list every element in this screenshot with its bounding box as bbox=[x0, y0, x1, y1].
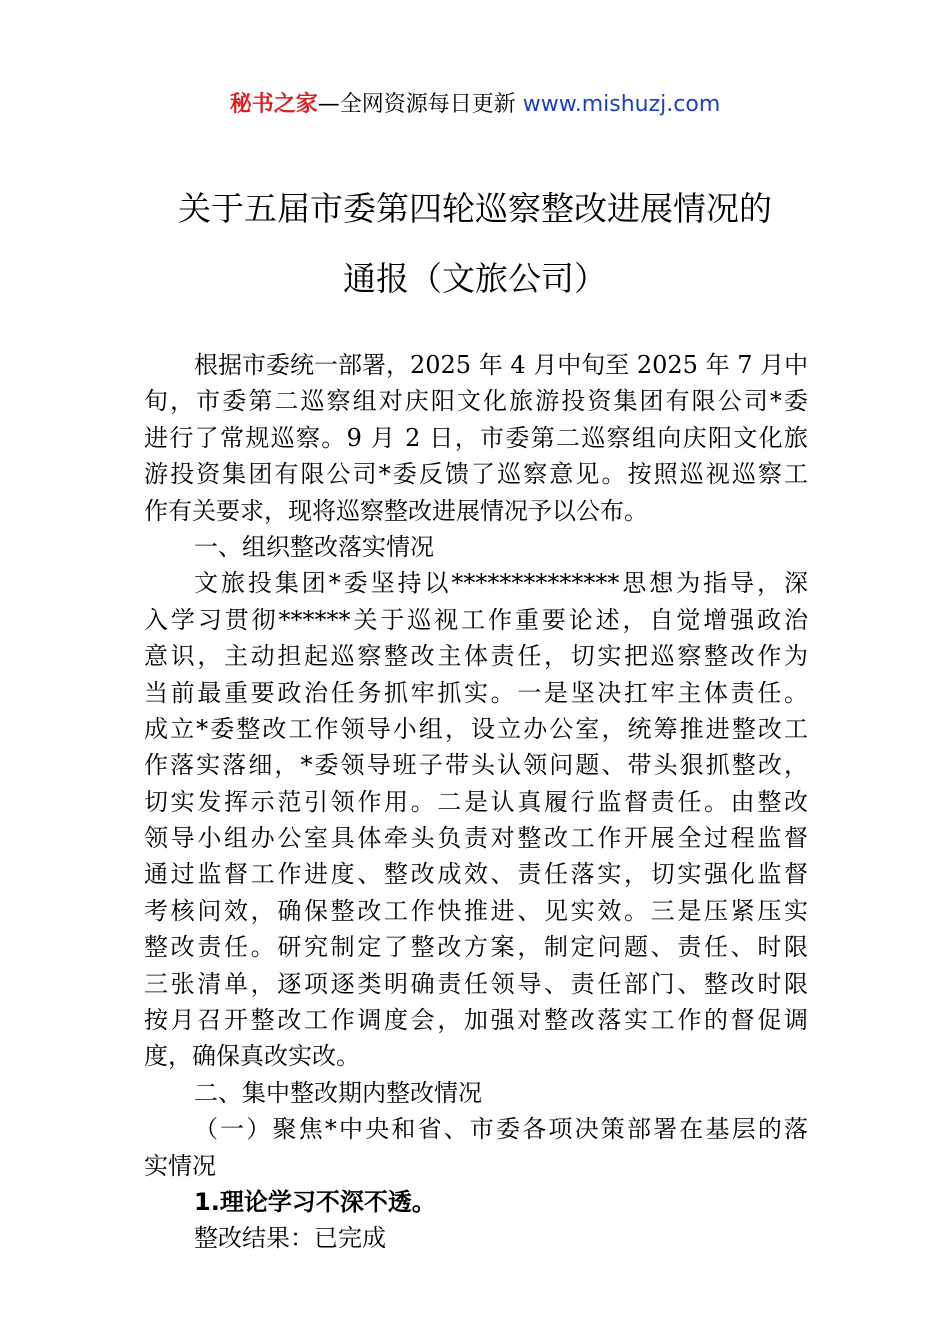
section-1-line: 成立*委整改工作领导小组，设立办公室，统筹推进整改工 bbox=[144, 714, 808, 743]
intro-line: 根据市委统一部署，2025 年 4 月中旬至 2025 年 7 月中 bbox=[194, 351, 809, 379]
section-1-line: 度，确保真改实改。 bbox=[144, 1042, 360, 1071]
document-title-line-2: 通报（文旅公司） bbox=[343, 259, 607, 298]
site-header bbox=[0, 88, 950, 122]
intro-line: 进行了常规巡察。9 月 2 日，市委第二巡察组向庆阳文化旅 bbox=[144, 423, 808, 452]
subsection-1-line: （一）聚焦*中央和省、市委各项决策部署在基层的落 bbox=[194, 1115, 808, 1144]
section-1-line: 文旅投集团*委坚持以**************思想为指导，深 bbox=[194, 569, 808, 598]
site-brand: 秘书之家 bbox=[229, 92, 318, 117]
section-1-line: 按月召开整改工作调度会，加强对整改落实工作的督促调 bbox=[144, 1006, 808, 1035]
section-1-line: 整改责任。研究制定了整改方案，制定问题、责任、时限 bbox=[144, 933, 808, 962]
item-1-result: 整改结果：已完成 bbox=[194, 1224, 386, 1253]
section-1-line: 领导小组办公室具体牵头负责对整改工作开展全过程监督 bbox=[144, 824, 808, 853]
intro-line: 旬，市委第二巡察组对庆阳文化旅游投资集团有限公司*委 bbox=[144, 387, 808, 416]
section-1-line: 入学习贯彻******关于巡视工作重要论述，自觉增强政治 bbox=[144, 605, 808, 634]
section-1-line: 当前最重要政治任务抓牢抓实。一是坚决扛牢主体责任。 bbox=[144, 678, 808, 707]
item-1-title: 1.理论学习不深不透。 bbox=[194, 1187, 436, 1216]
intro-line: 作有关要求，现将巡察整改进展情况予以公布。 bbox=[144, 496, 648, 525]
section-1-line: 通过监督工作进度、整改成效、责任落实，切实强化监督 bbox=[144, 860, 808, 889]
section-1-line: 三张清单，逐项逐类明确责任领导、责任部门、整改时限 bbox=[144, 969, 808, 998]
section-2-heading: 二、集中整改期内整改情况 bbox=[194, 1078, 482, 1107]
intro-line: 游投资集团有限公司*委反馈了巡察意见。按照巡视巡察工 bbox=[144, 460, 808, 489]
section-1-line: 考核问效，确保整改工作快推进、见实效。三是压紧压实 bbox=[144, 896, 808, 925]
site-tagline: —全网资源每日更新 bbox=[317, 92, 523, 117]
document-body bbox=[144, 347, 808, 1257]
site-url-link[interactable]: www.mishuzj.com bbox=[522, 92, 721, 117]
document-title-line-1: 关于五届市委第四轮巡察整改进展情况的 bbox=[178, 189, 772, 228]
subsection-1-line: 实情况 bbox=[144, 1151, 216, 1180]
section-1-line: 意识，主动担起巡察整改主体责任，切实把巡察整改作为 bbox=[144, 642, 808, 671]
section-1-heading: 一、组织整改落实情况 bbox=[194, 532, 434, 561]
section-1-line: 作落实落细，*委领导班子带头认领问题、带头狠抓整改， bbox=[144, 751, 808, 780]
section-1-line: 切实发挥示范引领作用。二是认真履行监督责任。由整改 bbox=[144, 787, 808, 816]
